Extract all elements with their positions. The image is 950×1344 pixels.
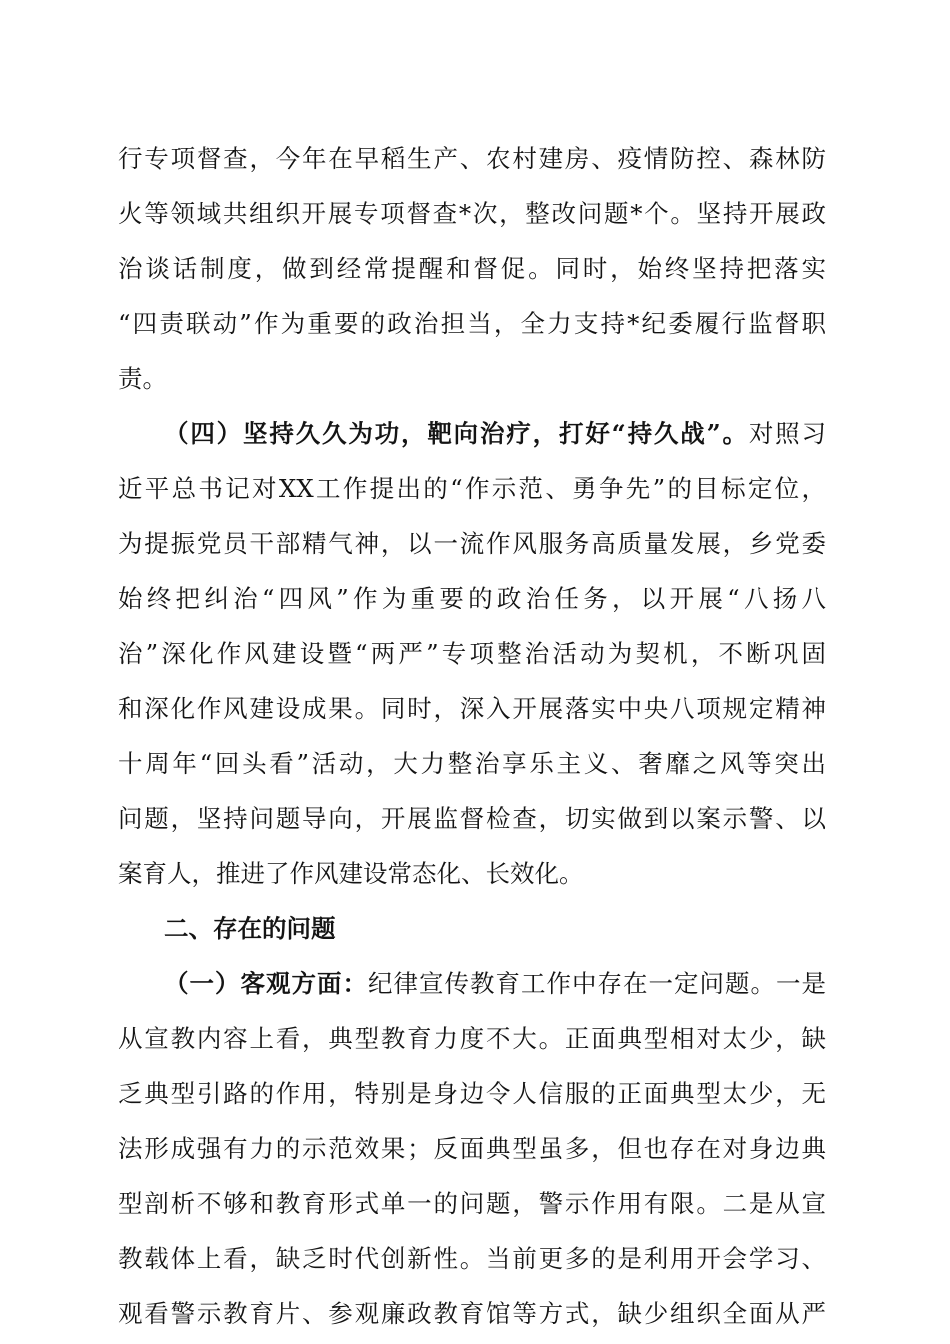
paragraph-2-first-line xyxy=(164,413,826,455)
paragraph-1-line-4: “四责联动”作为重要的政治担当，全力支持*纪委履行监督职 xyxy=(118,309,826,338)
paragraph-2-line-4: 始终把纠治“四风”作为重要的政治任务，以开展“八扬八 xyxy=(118,584,826,613)
paragraph-3-line-3: 乏典型引路的作用，特别是身边令人信服的正面典型太少，无 xyxy=(118,1079,826,1108)
paragraph-1-line-5: 责。 xyxy=(118,364,167,393)
paragraph-3-line-4: 法形成强有力的示范效果；反面典型虽多，但也存在对身边典 xyxy=(118,1134,826,1163)
paragraph-2-line-5: 治”深化作风建设暨“两严”专项整治活动为契机，不断巩固 xyxy=(118,639,826,668)
paragraph-3-line-6: 教载体上看，缺乏时代创新性。当前更多的是利用开会学习、 xyxy=(118,1244,826,1273)
paragraph-3-line-2: 从宣教内容上看，典型教育力度不大。正面典型相对太少，缺 xyxy=(118,1024,826,1053)
paragraph-3-line-7: 观看警示教育片、参观廉政教育馆等方式，缺少组织全面从严 xyxy=(118,1299,826,1328)
paragraph-3-first-line-rest: 纪律宣传教育工作中存在一定问题。一是 xyxy=(368,969,826,998)
paragraph-2-line-6: 和深化作风建设成果。同时，深入开展落实中央八项规定精神 xyxy=(118,694,826,723)
paragraph-2-lead: （四）坚持久久为功，靶向治疗，打好“持久战”。 xyxy=(164,419,749,448)
paragraph-2-line-3: 为提振党员干部精气神，以一流作风服务高质量发展，乡党委 xyxy=(118,529,826,558)
paragraph-3-first-line xyxy=(164,963,826,1005)
paragraph-1-line-2: 火等领域共组织开展专项督查*次，整改问题*个。坚持开展政 xyxy=(118,199,826,228)
paragraph-2-line-7: 十周年“回头看”活动，大力整治享乐主义、奢靡之风等突出 xyxy=(118,749,826,778)
paragraph-3-lead: （一）客观方面： xyxy=(164,969,368,998)
paragraph-2-line-9: 案育人，推进了作风建设常态化、长效化。 xyxy=(118,859,584,888)
paragraph-2-line-8: 问题，坚持问题导向，开展监督检查，切实做到以案示警、以 xyxy=(118,804,826,833)
paragraph-2-first-line-rest: 对照习 xyxy=(748,419,826,448)
section-heading: 二、存在的问题 xyxy=(164,914,336,943)
paragraph-1-line-1: 行专项督查，今年在早稻生产、农村建房、疫情防控、森林防 xyxy=(118,144,826,173)
paragraph-1-line-3: 治谈话制度，做到经常提醒和督促。同时，始终坚持把落实 xyxy=(118,254,826,283)
paragraph-2-line-2: 近平总书记对XX工作提出的“作示范、勇争先”的目标定位， xyxy=(118,474,826,503)
paragraph-3-line-5: 型剖析不够和教育形式单一的问题，警示作用有限。二是从宣 xyxy=(118,1189,826,1218)
